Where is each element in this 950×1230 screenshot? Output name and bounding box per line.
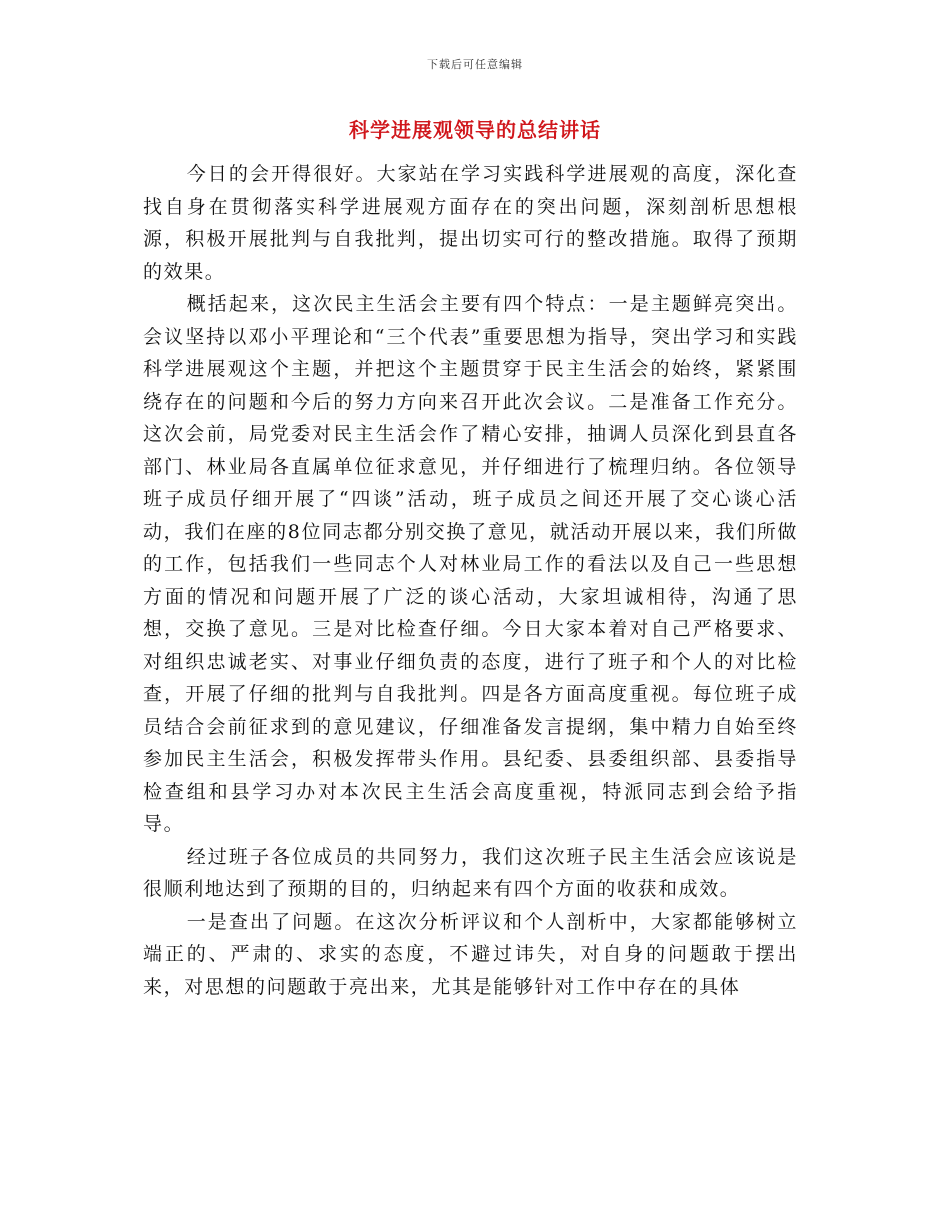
paragraph-4: 一是查出了问题。在这次分析评议和个人剖析中，大家都能够树立端正的、严肃的、求实的态度，不避过讳失，对自身的问题敢于摆出来，对思想的问题敢于亮出来，尤其是能够针对工作中存在的具体	[143, 910, 798, 998]
paragraph-3: 经过班子各位成员的共同努力，我们这次班子民主生活会应该说是很顺利地达到了预期的目的，归纳起来有四个方面的收获和成效。	[143, 845, 798, 900]
document-body	[143, 158, 798, 1003]
document-title: 科学进展观领导的总结讲话	[349, 118, 601, 142]
paragraph-1: 今日的会开得很好。大家站在学习实践科学进展观的高度，深化查找自身在贯彻落实科学进展观方面存在的突出问题，深刻剖析思想根源，积极开展批判与自我批判，提出切实可行的整改措施。取得了预期的效果。	[143, 163, 798, 283]
paragraph-2: 概括起来，这次民主生活会主要有四个特点：一是主题鲜亮突出。会议坚持以邓小平理论和“三个代表”重要思想为指导，突出学习和实践科学进展观这个主题，并把这个主题贯穿于民主生活会的始终，紧紧围绕存在的问题和今后的努力方向来召开此次会议。二是准备工作充分。这次会前，局党委对民主生活会作了精心安排，抽调人员深化到县直各部门、林业局各直属单位征求意见，并仔细进行了梳理归纳。各位领导班子成员仔细开展了“四谈”活动，班子成员之间还开展了交心谈心活动，我们在座的8位同志都分别交换了意见，就活动开展以来，我们所做的工作，包括我们一些同志个人对林业局工作的看法以及自己一些思想方面的情况和问题开展了广泛的谈心活动，大家坦诚相待，沟通了思想，交换了意见。三是对比检查仔细。今日大家本着对自己严格要求、对组织忠诚老实、对事业仔细负责的态度，进行了班子和个人的对比检查，开展了仔细的批判与自我批判。四是各方面高度重视。每位班子成员结合会前征求到的意见建议，仔细准备发言提纲，集中精力自始至终参加民主生活会，积极发挥带头作用。县纪委、县委组织部、县委指导检查组和县学习办对本次民主生活会高度重视，特派同志到会给予指导。	[143, 293, 798, 835]
header-note: 下载后可任意编辑	[427, 58, 523, 71]
